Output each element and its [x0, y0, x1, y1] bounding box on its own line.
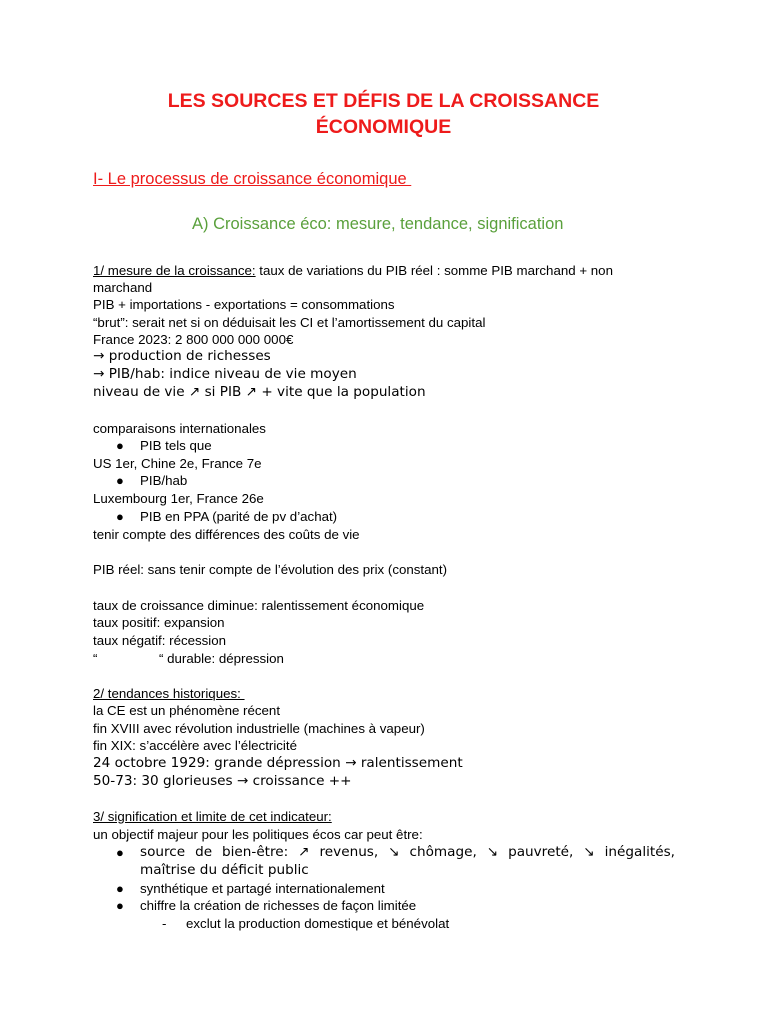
list-item: chiffre la création de richesses de façon limitée — [140, 898, 417, 913]
heading-signification: 3/ signification et limite de cet indicateur: — [93, 809, 332, 824]
text-line: taux de variations du PIB réel : somme PIB marchand + non — [255, 263, 613, 278]
dash-marker: - — [162, 916, 167, 931]
text-line: taux négatif: récession — [93, 633, 227, 648]
text-line: → PIB/hab: indice niveau de vie moyen — [93, 366, 357, 382]
bullet-icon: ● — [116, 473, 124, 488]
list-item: synthétique et partagé internationalement — [140, 881, 385, 896]
text-line: fin XIX: s’accélère avec l’électricité — [93, 738, 297, 753]
text-line: tenir compte des différences des coûts de vie — [93, 527, 360, 542]
text-line: PIB + importations - exportations = consommations — [93, 297, 395, 312]
text-line: comparaisons internationales — [93, 421, 266, 436]
ditto-mark: “ — [93, 651, 98, 666]
text-line: taux positif: expansion — [93, 615, 225, 630]
text-line: PIB réel: sans tenir compte de l’évolution des prix (constant) — [93, 562, 448, 577]
title-line-2: ÉCONOMIQUE — [315, 116, 452, 138]
heading-tendances: 2/ tendances historiques: — [93, 686, 245, 701]
list-item-continuation: maîtrise du déficit public — [140, 862, 309, 878]
text-line: “brut”: serait net si on déduisait les CI et l’amortissement du capital — [93, 315, 486, 330]
text-line: “ durable: dépression — [159, 651, 284, 666]
heading-mesure: 1/ mesure de la croissance: — [93, 263, 256, 278]
document-title — [92, 88, 675, 140]
text-line: → production de richesses — [93, 348, 271, 364]
text-line: 50-73: 30 glorieuses → croissance ++ — [93, 773, 352, 789]
text-line: 24 octobre 1929: grande dépression → ralentissement — [93, 755, 463, 771]
sub-list-item: exclut la production domestique et bénévolat — [186, 916, 450, 931]
text-line: France 2023: 2 800 000 000 000€ — [93, 332, 294, 347]
bullet-icon: ● — [116, 898, 124, 913]
bullet-icon: ● — [116, 509, 124, 524]
bullet-icon: ● — [116, 845, 124, 860]
list-item: PIB tels que — [140, 438, 212, 453]
bullet-icon: ● — [116, 438, 124, 453]
text-line: Luxembourg 1er, France 26e — [93, 491, 264, 506]
paragraph-mesure — [93, 262, 675, 279]
list-item: source de bien-être: ↗ revenus, ↘ chômage, ↘ pauvreté, ↘ inégalités, — [140, 844, 675, 860]
text-line: la CE est un phénomène récent — [93, 703, 281, 718]
bullet-icon: ● — [116, 881, 124, 896]
text-line: marchand — [93, 280, 153, 295]
section-heading-1: I- Le processus de croissance économique — [93, 170, 412, 188]
text-line: un objectif majeur pour les politiques écos car peut être: — [93, 827, 423, 842]
text-line: US 1er, Chine 2e, France 7e — [93, 456, 262, 471]
list-item: PIB/hab — [140, 473, 188, 488]
text-line: taux de croissance diminue: ralentissement économique — [93, 598, 425, 613]
list-item: PIB en PPA (parité de pv d’achat) — [140, 509, 338, 524]
text-line: niveau de vie ↗ si PIB ↗ + vite que la population — [93, 384, 426, 400]
title-line-1: LES SOURCES ET DÉFIS DE LA CROISSANCE — [167, 90, 600, 112]
text-line: fin XVIII avec révolution industrielle (machines à vapeur) — [93, 721, 425, 736]
subsection-heading-a: A) Croissance éco: mesure, tendance, signification — [192, 215, 564, 233]
